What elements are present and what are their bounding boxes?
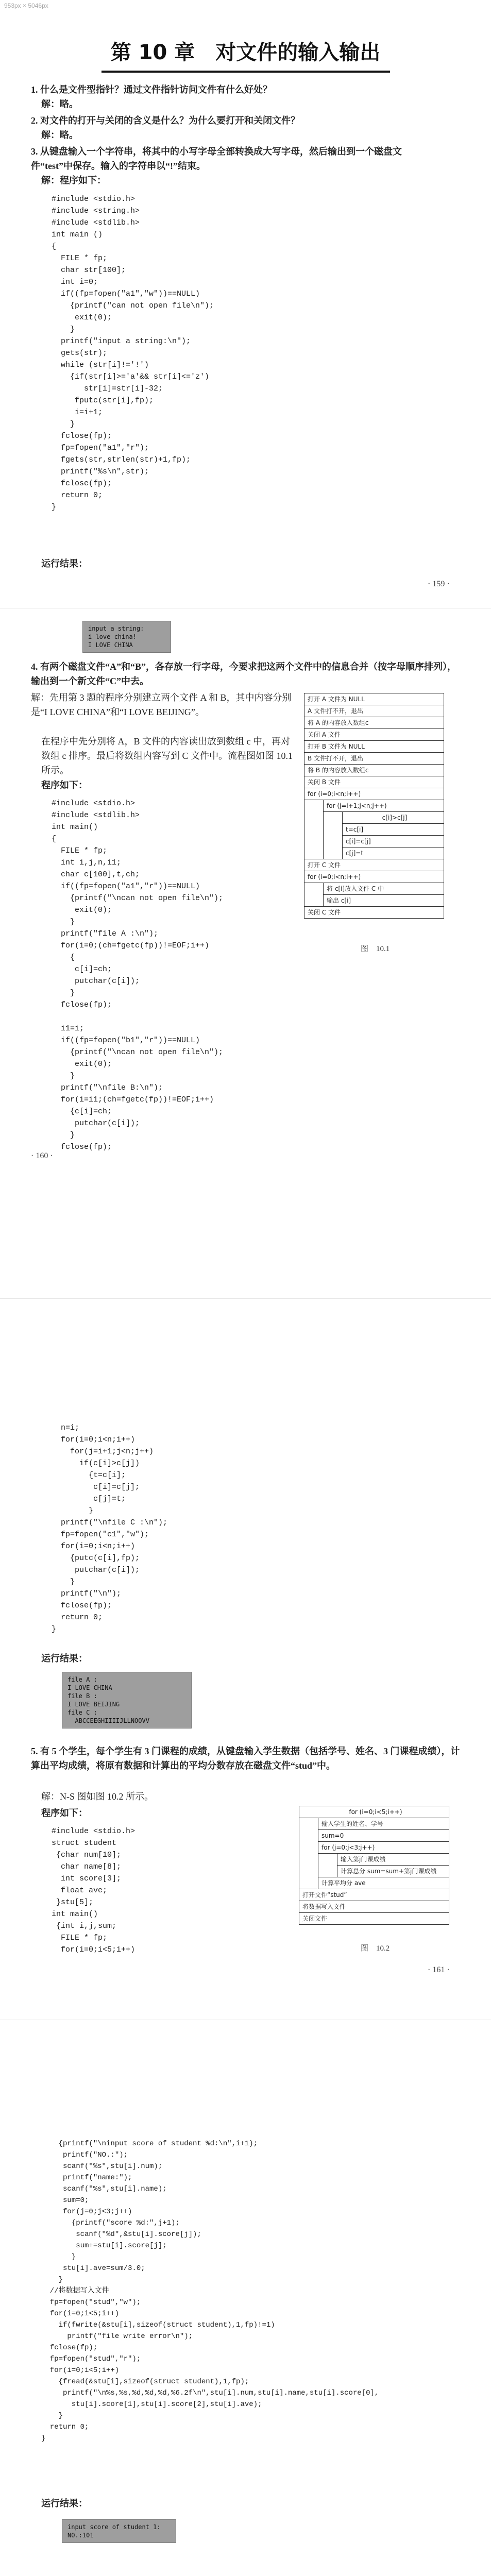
ns-diagram-10-2 — [299, 1806, 449, 1925]
q3-terminal-output: input a string: i love china! I LOVE CHINA — [82, 621, 171, 653]
image-size-label: 953px × 5046px — [4, 2, 48, 9]
q5-code-continued: {printf("\ninput score of student %d:\n",i+1); printf("NO.:"); scanf("%s",stu[i].num); printf("name:"); scanf("%s",stu[i].name); sum=0; for(j=0;j<3;j++) {printf("score %d:",j+1); scanf("%d",&stu[i].score[j]); sum+=stu[i].score[j]; } stu[i].ave=sum/3.0; } //将数据写入文件 fp=fopen("stud","w"); for(i=0;i<5;i++) if(fwrite(&stu[i],sizeof(struct student),1,fp)!=1) printf("file write error\n"); fclose(fp); fp=fopen("stud","r"); for(i=0;i<5;i++) {fread(&stu[i],sizeof(struct student),1,fp); printf("\n%s,%s,%d,%d,%d,%6.2f\n",stu[i].num,stu[i].name,stu[i].score[0], stu[i].score[1],stu[i].score[2],stu[i].ave); } return 0; } — [41, 2140, 379, 2443]
ns-loop-body — [323, 800, 444, 859]
ns-row: for (j=0;j<3;j++) — [318, 1842, 449, 1854]
ns-row: 将 B 的内容放入数组c — [304, 765, 444, 776]
ns-row: c[i]=c[j] — [343, 836, 444, 848]
q1-answer: 解：略。 — [41, 99, 78, 109]
q3-answer: 解：程序如下： — [41, 175, 106, 185]
ns-row: for (i=0;i<5;i++) — [299, 1806, 449, 1818]
ns-row: A 文件打不开，退出 — [304, 705, 444, 717]
q5-terminal-output: input score of student 1: NO.:101 — [62, 2519, 176, 2543]
ns-row: c[j]=t — [346, 850, 364, 857]
page-number-161: · 161 · — [428, 1965, 450, 1974]
ns-row: 打开 B 文件为 NULL — [304, 741, 444, 753]
ns-row: 关闭 B 文件 — [304, 776, 444, 788]
chapter-title-underline — [101, 71, 390, 73]
ns-row: c[i]>c[j] — [343, 812, 444, 824]
q4-answer: 解：先用第 3 题的程序分别建立两个文件 A 和 B，其中内容分别是“I LOVE CHINA”和“I LOVE BEIJING”。 — [31, 692, 292, 717]
q4-explain: 在程序中先分别将 A，B 文件的内容读出放到数组 c 中，再对数组 c 排序。最后将数组内容写到 C 文件中。流程图如图 10.1 所示。 — [41, 736, 293, 775]
ns-inner-body — [337, 1854, 449, 1877]
ns-row: 将 c[i]放入文件 C 中 — [324, 883, 444, 895]
q2-answer: 解：略。 — [41, 130, 78, 140]
ns-row: 打开文件“stud” — [299, 1889, 449, 1901]
chapter-title-text: 第 10 章 对文件的输入输出 — [110, 41, 381, 64]
ns-row: 打开 C 文件 — [304, 859, 444, 871]
q4-code-continued: n=i; for(i=0;i<n;i++) for(j=i+1;j<n;j++) if(c[i]>c[j]) {t=c[i]; c[i]=c[j]; c[j]=t; } printf("\nfile C :\n"); fp=fopen("c1","w"); for(i=0;i<n;i++) {putc(c[i],fp); putchar(c[i]); } printf("\n"); fclose(fp); return 0; } — [52, 1423, 168, 1634]
figure-caption-10-1: 图 10.1 — [361, 945, 390, 953]
ns-diagram-10-1 — [304, 693, 444, 919]
ns-row: for (i=0;i<n;i++) — [304, 788, 444, 800]
q4-result-label: 运行结果： — [41, 1653, 88, 1664]
q5-answer: 解：N-S 图如图 10.2 所示。 — [41, 1791, 154, 1802]
ns-loop-body — [323, 883, 444, 906]
ns-row: for (j=i+1;j<n;j++) — [324, 800, 444, 812]
ns-row: 关闭 A 文件 — [304, 729, 444, 741]
q5-code: #include <stdio.h> struct student {char num[10]; char name[8]; int score[3]; float ave; }stu[5]; int main() {int i,j,sum; FILE * fp; for(i=0;i<5;i++) — [52, 1827, 136, 1954]
q5-result-label: 运行结果： — [41, 2498, 88, 2509]
page-number-160: · 160 · — [31, 1151, 53, 1160]
q5-program-label: 程序如下： — [41, 1808, 88, 1818]
q3-result-label: 运行结果： — [41, 558, 88, 569]
ns-row: t=c[i] — [343, 824, 444, 836]
ns-loop-body — [318, 1818, 449, 1889]
q5-text: 5. 有 5 个学生，每个学生有 3 门课程的成绩，从键盘输入学生数据（包括学号、姓名、3 门课程成绩），计算出平均成绩，将原有数据和计算出的平均分数存放在磁盘文件“stud”中。 — [31, 1746, 460, 1771]
ns-row: 输出 c[i] — [327, 897, 351, 904]
q3-text: 3. 从键盘输入一个字符串，将其中的小写字母全部转换成大写字母，然后输出到一个磁盘文件“test”中保存。输入的字符串以“!”结束。 — [31, 146, 402, 171]
ns-row: 将 A 的内容放入数组c — [304, 717, 444, 729]
q1-text: 1. 什么是文件型指针？通过文件指针访问文件有什么好处？ — [31, 84, 272, 95]
q4-code: #include <stdio.h> #include <stdlib.h> int main() { FILE * fp; int i,j,n,i1; char c[100],t,ch; if((fp=fopen("a1","r"))==NULL) {printf("\ncan not open file\n"); exit(0); } printf("file A :\n"); for(i=0;(ch=fgetc(fp))!=EOF;i++) { c[i]=ch; putchar(c[i]); } fclose(fp); i1=i; if((fp=fopen("b1","r"))==NULL) {printf("\ncan not open file\n"); exit(0); } printf("\nfile B:\n"); for(i=i1;(ch=fgetc(fp))!=EOF;i++) {c[i]=ch; putchar(c[i]); } fclose(fp); — [52, 799, 224, 1151]
ns-inner-body — [342, 812, 444, 859]
ns-row: 关闭文件 — [302, 1915, 328, 1922]
q3-code: #include <stdio.h> #include <string.h> #include <stdlib.h> int main () { FILE * fp; char str[100]; int i=0; if((fp=fopen("a1","w"))==NULL) {printf("can not open file\n"); exit(0); } printf("input a string:\n"); gets(str); while (str[i]!='!') {if(str[i]>='a'&& str[i]<='z') str[i]=str[i]-32; fputc(str[i],fp); i=i+1; } fclose(fp); fp=fopen("a1","r"); fgets(str,strlen(str)+1,fp); printf("%s\n",str); fclose(fp); return 0; } — [52, 195, 214, 512]
q4-text: 4. 有两个磁盘文件“A”和“B”，各存放一行字母，今要求把这两个文件中的信息合并（按字母顺序排列），输出到一个新文件“C”中去。 — [31, 662, 457, 686]
ns-row: 计算总分 sum=sum+第j门课成绩 — [341, 1868, 437, 1875]
figure-caption-10-2: 图 10.2 — [361, 1944, 390, 1953]
page-separator — [0, 1298, 491, 1299]
ns-row: 打开 A 文件为 NULL — [304, 693, 444, 705]
ns-row: B 文件打不开，退出 — [304, 753, 444, 765]
page-number-159: · 159 · — [428, 580, 450, 588]
chapter-title — [0, 36, 491, 73]
ns-row: 输入第j门课成绩 — [337, 1854, 449, 1866]
ns-row: 输入学生的姓名、学号 — [318, 1818, 449, 1830]
q4-terminal-output: file A : I LOVE CHINA file B : I LOVE BEIJING file C : ABCCEEGHIIIIJLLNOOVV — [62, 1672, 192, 1728]
ns-row: for (i=0;i<n;i++) — [304, 871, 444, 883]
q2-text: 2. 对文件的打开与关闭的含义是什么？为什么要打开和关闭文件？ — [31, 115, 300, 126]
ns-row: sum=0 — [318, 1830, 449, 1842]
q4-program-label: 程序如下： — [41, 780, 88, 790]
ns-row: 计算平均分 ave — [318, 1877, 449, 1889]
ns-row: 将数据写入文件 — [299, 1901, 449, 1913]
ns-row: 关闭 C 文件 — [304, 906, 444, 918]
